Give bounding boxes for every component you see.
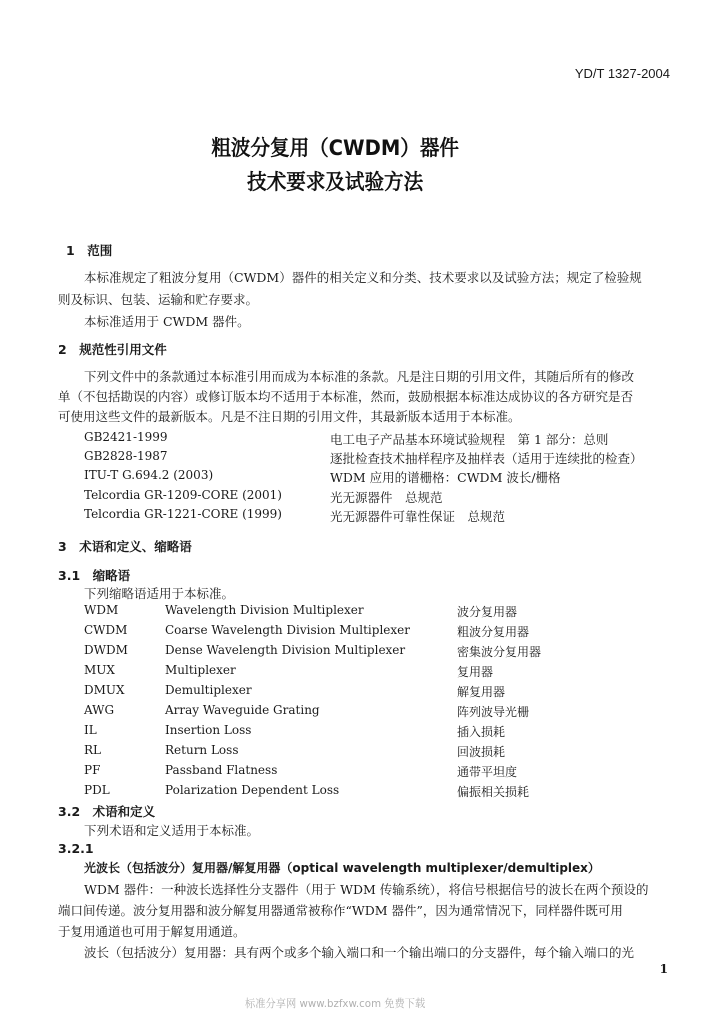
abbr-chinese: 阵列波导光栅 bbox=[457, 705, 530, 719]
abbr-english: Dense Wavelength Division Multiplexer bbox=[165, 643, 406, 657]
ref-title: 光无源器件 总规范 bbox=[330, 490, 443, 505]
section-2-heading: 2 规范性引用文件 bbox=[58, 342, 167, 357]
abbr-english: Multiplexer bbox=[165, 663, 236, 677]
section-1-para1-line1: 本标准规定了粗波分复用（CWDM）器件的相关定义和分类、技术要求以及试验方法；规定了检验规 bbox=[84, 270, 642, 285]
doc-title-line2: 技术要求及试验方法 bbox=[247, 170, 424, 194]
abbr-code: DWDM bbox=[84, 643, 128, 657]
page-number: 1 bbox=[659, 962, 668, 976]
ref-code: GB2828-1987 bbox=[84, 449, 168, 463]
ref-title: 电工电子产品基本环境试验规程 第 1 部分：总则 bbox=[330, 432, 609, 447]
standard-number: YD/T 1327-2004 bbox=[574, 66, 670, 81]
section-3-2-1-line3: 于复用通道也可用于解复用通道。 bbox=[58, 924, 246, 939]
ref-code: Telcordia GR-1209-CORE (2001) bbox=[84, 488, 282, 502]
ref-code: ITU-T G.694.2 (2003) bbox=[84, 468, 214, 482]
abbr-english: Polarization Dependent Loss bbox=[165, 783, 340, 797]
section-2-para-line2: 单（不包括勘误的内容）或修订版本均不适用于本标准，然而，鼓励根据本标准达成协议的各方研究是否 bbox=[58, 389, 634, 404]
abbr-chinese: 插入损耗 bbox=[457, 725, 506, 739]
abbr-english: Demultiplexer bbox=[165, 683, 252, 697]
abbr-code: MUX bbox=[84, 663, 115, 677]
abbr-code: DMUX bbox=[84, 683, 125, 697]
abbr-english: Wavelength Division Multiplexer bbox=[165, 603, 364, 617]
section-3-2-intro: 下列术语和定义适用于本标准。 bbox=[84, 823, 260, 838]
section-2-para-line3: 可使用这些文件的最新版本。凡是不注日期的引用文件，其最新版本适用于本标准。 bbox=[58, 409, 521, 424]
section-1-para2: 本标准适用于 CWDM 器件。 bbox=[84, 314, 250, 329]
section-1-heading: 1 范围 bbox=[66, 243, 113, 258]
abbr-code: WDM bbox=[84, 603, 119, 617]
ref-title: WDM 应用的谱栅格：CWDM 波长/栅格 bbox=[330, 470, 561, 485]
abbr-chinese: 通带平坦度 bbox=[457, 765, 518, 779]
section-1-para1-line2: 则及标识、包装、运输和贮存要求。 bbox=[58, 292, 259, 307]
abbr-chinese: 回波损耗 bbox=[457, 745, 506, 759]
abbr-chinese: 密集波分复用器 bbox=[457, 645, 542, 659]
abbr-chinese: 解复用器 bbox=[457, 685, 506, 699]
abbr-chinese: 复用器 bbox=[457, 665, 494, 679]
abbr-chinese: 偏振相关损耗 bbox=[457, 785, 530, 799]
section-3-1-intro: 下列缩略语适用于本标准。 bbox=[84, 586, 235, 601]
section-3-1-heading: 3.1 缩略语 bbox=[58, 568, 131, 583]
ref-code: GB2421-1999 bbox=[84, 430, 168, 444]
abbr-english: Insertion Loss bbox=[165, 723, 252, 737]
abbr-code: AWG bbox=[84, 703, 115, 717]
watermark-footer: 标准分享网 www.bzfxw.com 免费下载 bbox=[245, 997, 426, 1010]
section-3-2-heading: 3.2 术语和定义 bbox=[58, 804, 156, 819]
abbr-code: PF bbox=[84, 763, 101, 777]
abbr-english: Passband Flatness bbox=[165, 763, 278, 777]
abbr-code: IL bbox=[84, 723, 97, 737]
section-3-2-1-line1: WDM 器件：一种波长选择性分支器件（用于 WDM 传输系统），将信号根据信号的波长在两个预设的 bbox=[84, 882, 649, 897]
abbr-english: Return Loss bbox=[165, 743, 239, 757]
section-3-2-1-line4: 波长（包括波分）复用器：具有两个或多个输入端口和一个输出端口的分支器件，每个输入端口的光 bbox=[84, 945, 635, 960]
section-3-2-1-term: 光波长（包括波分）复用器/解复用器（optical wavelength multiplexer/demultiplex） bbox=[84, 861, 600, 875]
ref-code: Telcordia GR-1221-CORE (1999) bbox=[84, 507, 282, 521]
abbr-code: PDL bbox=[84, 783, 110, 797]
abbr-chinese: 波分复用器 bbox=[457, 605, 518, 619]
abbr-chinese: 粗波分复用器 bbox=[457, 625, 530, 639]
ref-title: 光无源器件可靠性保证 总规范 bbox=[330, 509, 506, 524]
doc-title-line1: 粗波分复用（CWDM）器件 bbox=[211, 136, 459, 160]
section-2-para-line1: 下列文件中的条款通过本标准引用而成为本标准的条款。凡是注日期的引用文件，其随后所有的修改 bbox=[84, 369, 635, 384]
abbr-english: Array Waveguide Grating bbox=[165, 703, 320, 717]
section-3-2-1-number: 3.2.1 bbox=[58, 841, 94, 856]
abbr-code: RL bbox=[84, 743, 102, 757]
abbr-code: CWDM bbox=[84, 623, 128, 637]
ref-title: 逐批检查技术抽样程序及抽样表（适用于连续批的检查） bbox=[330, 451, 643, 466]
section-3-2-1-line2: 端口间传递。波分复用器和波分解复用器通常被称作“WDM 器件”，因为通常情况下，同样器件既可用 bbox=[58, 903, 623, 918]
abbr-english: Coarse Wavelength Division Multiplexer bbox=[165, 623, 410, 637]
section-3-heading: 3 术语和定义、缩略语 bbox=[58, 539, 192, 554]
